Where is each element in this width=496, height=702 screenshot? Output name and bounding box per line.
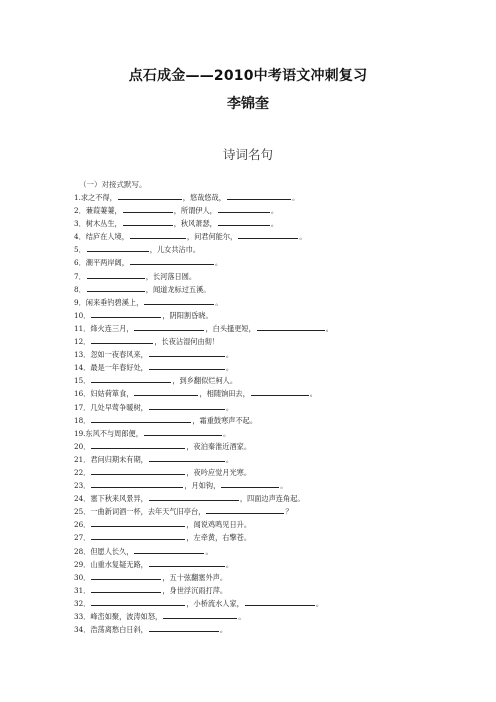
exercise-item: [74, 322, 474, 335]
item-text: ，到乡翻似烂柯人。: [172, 376, 238, 386]
answer-blank[interactable]: [149, 492, 239, 501]
exercise-item: [74, 545, 474, 558]
exercise-item: [74, 401, 474, 414]
item-text: ，身世浮沉雨打萍。: [162, 585, 228, 595]
exercise-item: [74, 256, 474, 269]
item-text: 32．: [74, 598, 91, 608]
answer-blank[interactable]: [144, 296, 214, 305]
exercise-item: [74, 610, 474, 623]
answer-blank[interactable]: [87, 283, 145, 292]
exercise-list: [74, 191, 474, 636]
item-text: 29．山重水复疑无路，: [74, 559, 148, 569]
item-text: 30．: [74, 572, 91, 582]
answer-blank[interactable]: [87, 243, 149, 252]
item-text: ，儿女共沾巾。: [149, 245, 201, 255]
item-text: 22．: [74, 467, 91, 477]
answer-blank[interactable]: [251, 387, 309, 396]
item-text: 。: [225, 454, 234, 464]
exercise-item: [74, 217, 474, 230]
item-text: ，长河落日圆。: [145, 271, 197, 281]
item-text: 。: [291, 193, 300, 202]
exercise-item: [74, 348, 474, 361]
item-text: 23．: [74, 481, 91, 491]
item-text: 3．树木丛生，: [74, 219, 122, 229]
item-text: 9．闲来垂钓碧溪上，: [74, 297, 144, 307]
answer-blank[interactable]: [91, 597, 185, 606]
answer-blank[interactable]: [91, 584, 161, 593]
item-text: 25．一曲新词酒一杯，去年天气旧亭台，: [74, 507, 206, 517]
item-text: 15．: [74, 376, 91, 386]
item-text: ，问君何能尔，: [186, 232, 238, 242]
exercise-item: [74, 558, 474, 571]
exercise-item: [74, 335, 474, 348]
item-text: 。: [225, 363, 234, 373]
exercise-item: [74, 296, 474, 309]
answer-blank[interactable]: [134, 322, 204, 331]
answer-blank[interactable]: [91, 440, 185, 449]
item-text: 5．: [74, 245, 86, 255]
exercise-item: [74, 414, 474, 427]
answer-blank[interactable]: [130, 256, 214, 265]
answer-blank[interactable]: [245, 597, 315, 606]
item-text: 。: [225, 350, 234, 360]
item-text: 。: [270, 219, 279, 229]
item-text: ，相随饷田去，: [199, 389, 250, 399]
item-text: ，夜吟应觉月光寒。: [186, 467, 252, 477]
answer-blank[interactable]: [118, 191, 182, 200]
item-text: 。: [219, 625, 228, 635]
item-text: 12．: [74, 337, 91, 347]
exercise-item: [74, 387, 474, 400]
item-text: 。: [238, 612, 246, 621]
exercise-item: [74, 466, 474, 479]
answer-blank[interactable]: [134, 387, 198, 396]
answer-blank[interactable]: [91, 479, 183, 488]
item-text: 11．烽火连三月，: [74, 323, 134, 333]
exercise-item: [74, 623, 474, 636]
answer-blank[interactable]: [149, 558, 225, 567]
item-text: ？: [285, 507, 293, 517]
item-text: 27．: [74, 533, 91, 543]
item-text: 。: [280, 481, 288, 491]
item-text: 24．塞下秋来风景异，: [74, 494, 148, 504]
answer-blank[interactable]: [91, 309, 161, 318]
item-text: ，秋风萧瑟，: [173, 219, 217, 229]
answer-blank[interactable]: [134, 545, 204, 554]
answer-blank[interactable]: [227, 191, 291, 200]
item-text: 34．浩荡离愁白日斜，: [74, 625, 148, 635]
item-text: 。: [225, 402, 234, 412]
item-text: 10．: [74, 310, 91, 320]
answer-blank[interactable]: [130, 230, 186, 239]
answer-blank[interactable]: [91, 531, 185, 540]
exercise-item: [74, 479, 474, 492]
exercise-item: [74, 309, 474, 322]
exercise-item: [74, 204, 474, 217]
answer-blank[interactable]: [123, 217, 173, 226]
item-text: 2．蒹葭萋萋，: [74, 206, 122, 216]
answer-blank[interactable]: [218, 204, 270, 213]
item-text: 7．: [74, 271, 86, 281]
item-text: ，长夜沾湿何由彻！: [154, 337, 220, 347]
item-text: ，霜重鼓寒声不起。: [192, 415, 258, 425]
answer-blank[interactable]: [257, 322, 325, 331]
exercise-item: [74, 584, 474, 597]
item-text: 。: [270, 206, 279, 216]
item-text: 。: [299, 232, 307, 242]
exercise-item: [74, 505, 474, 518]
answer-blank[interactable]: [91, 335, 153, 344]
exercise-item: [74, 492, 474, 505]
item-text: 。: [225, 559, 234, 569]
item-text: 。: [222, 428, 231, 438]
item-text: 19.东风不与周郎便，: [74, 428, 143, 438]
item-text: ，闻说鸡鸣见日升。: [186, 520, 252, 530]
answer-blank[interactable]: [91, 466, 185, 475]
author-name: 李锦奎: [227, 96, 269, 112]
item-text: ，四面边声连角起。: [239, 494, 305, 504]
item-text: ，左牵黄，右擎苍。: [186, 533, 252, 543]
item-text: 4．结庐在人境，: [74, 232, 129, 242]
exercise-item: [74, 571, 474, 584]
answer-blank[interactable]: [149, 348, 225, 357]
answer-blank[interactable]: [149, 453, 225, 462]
item-text: 20．: [74, 441, 91, 451]
item-text: ，阴阳割昏晓。: [162, 310, 213, 320]
exercise-item: [74, 518, 474, 531]
exercise-item: [74, 427, 474, 440]
item-text: 。: [205, 546, 213, 556]
exercise-item: [74, 531, 474, 544]
answer-blank[interactable]: [238, 230, 298, 239]
exercise-item: [74, 283, 474, 296]
item-text: 14．最是一年春好处，: [74, 363, 148, 373]
answer-blank[interactable]: [149, 401, 225, 410]
item-text: 17．几处早莺争暖树，: [74, 402, 148, 412]
item-text: 。: [315, 598, 324, 608]
answer-blank[interactable]: [91, 414, 191, 423]
item-text: ，五十弦翻塞外声。: [162, 572, 228, 582]
item-text: ，闻道龙标过五溪。: [145, 284, 211, 294]
item-text: 16．妇姑荷箪食，: [74, 389, 134, 399]
item-text: 21．君问归期未有期，: [74, 454, 148, 464]
item-text: 13．忽如一夜春风来，: [74, 350, 148, 360]
item-text: ，夜泊秦淮近酒家。: [186, 441, 252, 451]
item-text: 1.求之不得，: [74, 193, 117, 202]
item-text: 。: [214, 258, 223, 268]
answer-blank[interactable]: [218, 217, 270, 226]
item-text: 31．: [74, 585, 91, 595]
item-text: 。: [309, 389, 317, 399]
exercise-item: [74, 270, 474, 283]
answer-blank[interactable]: [87, 270, 145, 279]
exercise-item: [74, 374, 474, 387]
item-text: 。: [325, 323, 333, 333]
exercise-instruction: （一）对接式默写。: [79, 180, 147, 189]
exercise-item: [74, 230, 474, 243]
item-text: ，悠哉悠哉，: [182, 193, 226, 202]
item-text: ，所谓伊人，: [173, 206, 217, 216]
item-text: 6．潮平两岸阔，: [74, 258, 129, 268]
exercise-item: [74, 243, 474, 256]
exercise-item: [74, 597, 474, 610]
exercise-item: [74, 191, 474, 204]
exercise-item: [74, 440, 474, 453]
answer-blank[interactable]: [206, 505, 284, 514]
exercise-item: [74, 453, 474, 466]
item-text: ，白头搔更短，: [205, 323, 256, 333]
item-text: 18．: [74, 415, 91, 425]
answer-blank[interactable]: [149, 361, 225, 370]
item-text: ，月如钩，: [184, 481, 221, 491]
item-text: 28．但愿人长久，: [74, 546, 134, 556]
item-text: 8．: [74, 284, 86, 294]
item-text: 33．峰峦如聚，波涛如怒，: [74, 612, 163, 621]
answer-blank[interactable]: [91, 374, 171, 383]
document-title: 点石成金——2010中考语文冲刺复习: [128, 68, 368, 84]
section-title: 诗词名句: [222, 147, 273, 162]
answer-blank[interactable]: [91, 571, 161, 580]
item-text: 26．: [74, 520, 91, 530]
answer-blank[interactable]: [91, 518, 185, 527]
answer-blank[interactable]: [149, 623, 219, 632]
item-text: 。: [215, 297, 223, 307]
answer-blank[interactable]: [123, 204, 173, 213]
answer-blank[interactable]: [221, 479, 279, 488]
item-text: ，小桥流水人家，: [186, 598, 244, 608]
answer-blank[interactable]: [163, 610, 237, 619]
exercise-item: [74, 361, 474, 374]
answer-blank[interactable]: [144, 427, 222, 436]
